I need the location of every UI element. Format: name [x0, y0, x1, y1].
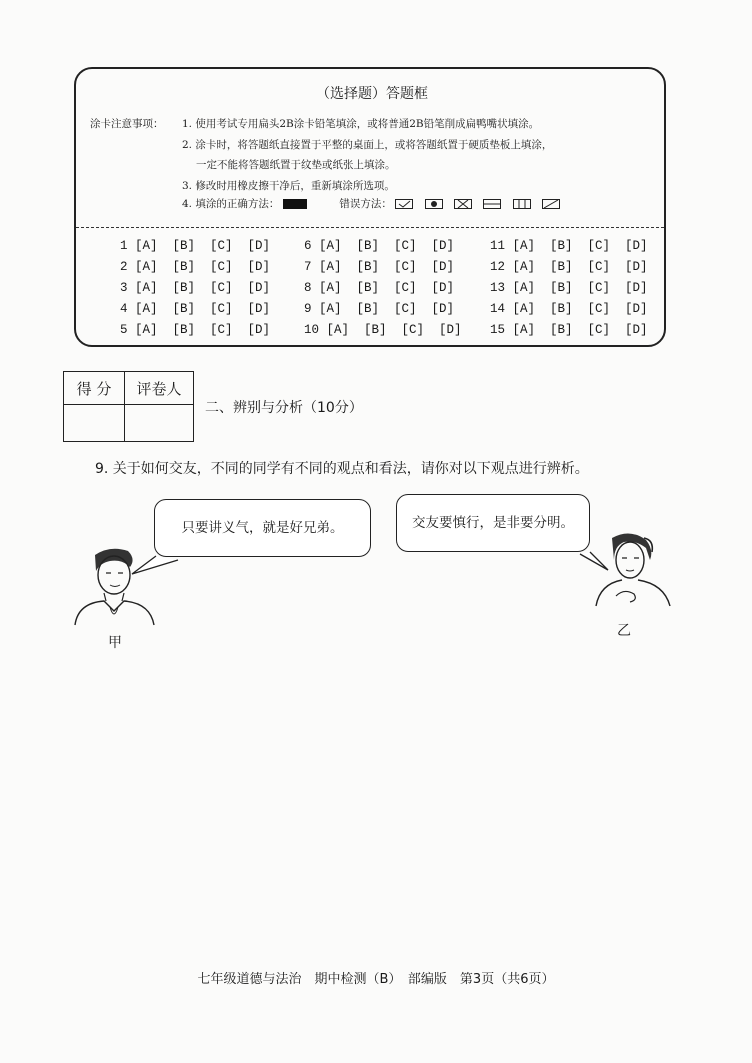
answer-row[interactable]	[490, 260, 648, 281]
answer-options: [A] [B] [C] [D]	[135, 239, 271, 253]
cross-icon	[454, 199, 472, 209]
section-title: 二、辨别与分析（10分）	[205, 400, 363, 416]
girl-illustration	[592, 530, 674, 610]
answer-row[interactable]	[304, 323, 462, 344]
question-number: 12	[490, 260, 506, 274]
answer-row[interactable]	[304, 260, 462, 281]
speaker-b-label: 乙	[617, 623, 631, 639]
note-4	[182, 196, 568, 211]
answer-row[interactable]	[120, 260, 270, 281]
answer-column-2	[304, 239, 462, 344]
answer-row[interactable]	[120, 281, 270, 302]
correct-fill-swatch	[283, 199, 307, 209]
answer-options: [A] [B] [C] [D]	[512, 281, 648, 295]
answer-options: [A] [B] [C] [D]	[512, 239, 648, 253]
page-footer: 七年级道德与法治 期中检测（B） 部编版 第3页（共6页）	[197, 972, 555, 987]
speech-bubble-a: 只要讲义气，就是好兄弟。	[154, 499, 371, 557]
score-cell[interactable]	[64, 405, 125, 442]
question-number: 3	[120, 281, 128, 295]
answer-row[interactable]	[120, 323, 270, 344]
note-2-cont: 一定不能将答题纸置于纹垫或纸张上填涂。	[196, 159, 396, 171]
answer-box	[74, 67, 666, 347]
grader-header: 评卷人	[125, 372, 194, 405]
question-number: 4	[120, 302, 128, 316]
answer-row[interactable]	[120, 239, 270, 260]
question-number: 13	[490, 281, 506, 295]
question-number: 8	[304, 281, 312, 295]
answer-row[interactable]	[490, 239, 648, 260]
question-number: 10	[304, 323, 320, 337]
answer-column-1	[120, 239, 270, 344]
correct-method-label: 4. 填涂的正确方法：	[182, 198, 280, 210]
answer-row[interactable]	[490, 323, 648, 344]
question-number: 11	[490, 239, 506, 253]
bar-icon	[483, 199, 501, 209]
question-number: 9	[304, 302, 312, 316]
question-number: 5	[120, 323, 128, 337]
dot-icon	[425, 199, 443, 209]
notes-label: 涂卡注意事项：	[90, 118, 164, 130]
answer-options: [A] [B] [C] [D]	[512, 302, 648, 316]
answer-options: [A] [B] [C] [D]	[319, 260, 455, 274]
question-number: 1	[120, 239, 128, 253]
question-number: 6	[304, 239, 312, 253]
answer-column-3	[490, 239, 648, 344]
answer-options: [A] [B] [C] [D]	[326, 323, 462, 337]
answer-options: [A] [B] [C] [D]	[319, 302, 455, 316]
question-text: 9. 关于如何交友，不同的同学有不同的观点和看法，请你对以下观点进行辨析。	[95, 461, 589, 477]
grader-cell[interactable]	[125, 405, 194, 442]
question-number: 14	[490, 302, 506, 316]
boy-illustration	[70, 545, 160, 630]
question-number: 7	[304, 260, 312, 274]
answer-options: [A] [B] [C] [D]	[135, 323, 271, 337]
slash-icon	[542, 199, 560, 209]
score-table	[63, 371, 194, 442]
answer-row[interactable]	[490, 281, 648, 302]
note-2: 2. 涂卡时，将答题纸直接置于平整的桌面上，或将答题纸置于硬质垫板上填涂，	[182, 139, 553, 151]
answer-options: [A] [B] [C] [D]	[512, 323, 648, 337]
answer-row[interactable]	[304, 302, 462, 323]
question-number: 15	[490, 323, 506, 337]
speaker-a-label: 甲	[108, 635, 122, 651]
answer-box-title: （选择题）答题框	[316, 86, 428, 102]
question-number: 2	[120, 260, 128, 274]
answer-options: [A] [B] [C] [D]	[512, 260, 648, 274]
answer-options: [A] [B] [C] [D]	[319, 281, 455, 295]
answer-row[interactable]	[120, 302, 270, 323]
answer-row[interactable]	[304, 281, 462, 302]
answer-row[interactable]	[490, 302, 648, 323]
answer-options: [A] [B] [C] [D]	[135, 281, 271, 295]
answer-box-divider	[76, 227, 664, 228]
answer-options: [A] [B] [C] [D]	[319, 239, 455, 253]
answer-options: [A] [B] [C] [D]	[135, 302, 271, 316]
score-header: 得 分	[64, 372, 125, 405]
answer-row[interactable]	[304, 239, 462, 260]
note-3: 3. 修改时用橡皮擦干净后，重新填涂所选项。	[182, 180, 395, 192]
speech-bubble-b: 交友要慎行，是非要分明。	[396, 494, 590, 552]
split-box-icon	[513, 199, 531, 209]
answer-options: [A] [B] [C] [D]	[135, 260, 271, 274]
note-1: 1. 使用考试专用扁头2B涂卡铅笔填涂，或将普通2B铅笔削成扁鸭嘴状填涂。	[182, 118, 540, 130]
wrong-method-label: 错误方法：	[339, 198, 392, 210]
check-mark-icon	[395, 199, 413, 209]
